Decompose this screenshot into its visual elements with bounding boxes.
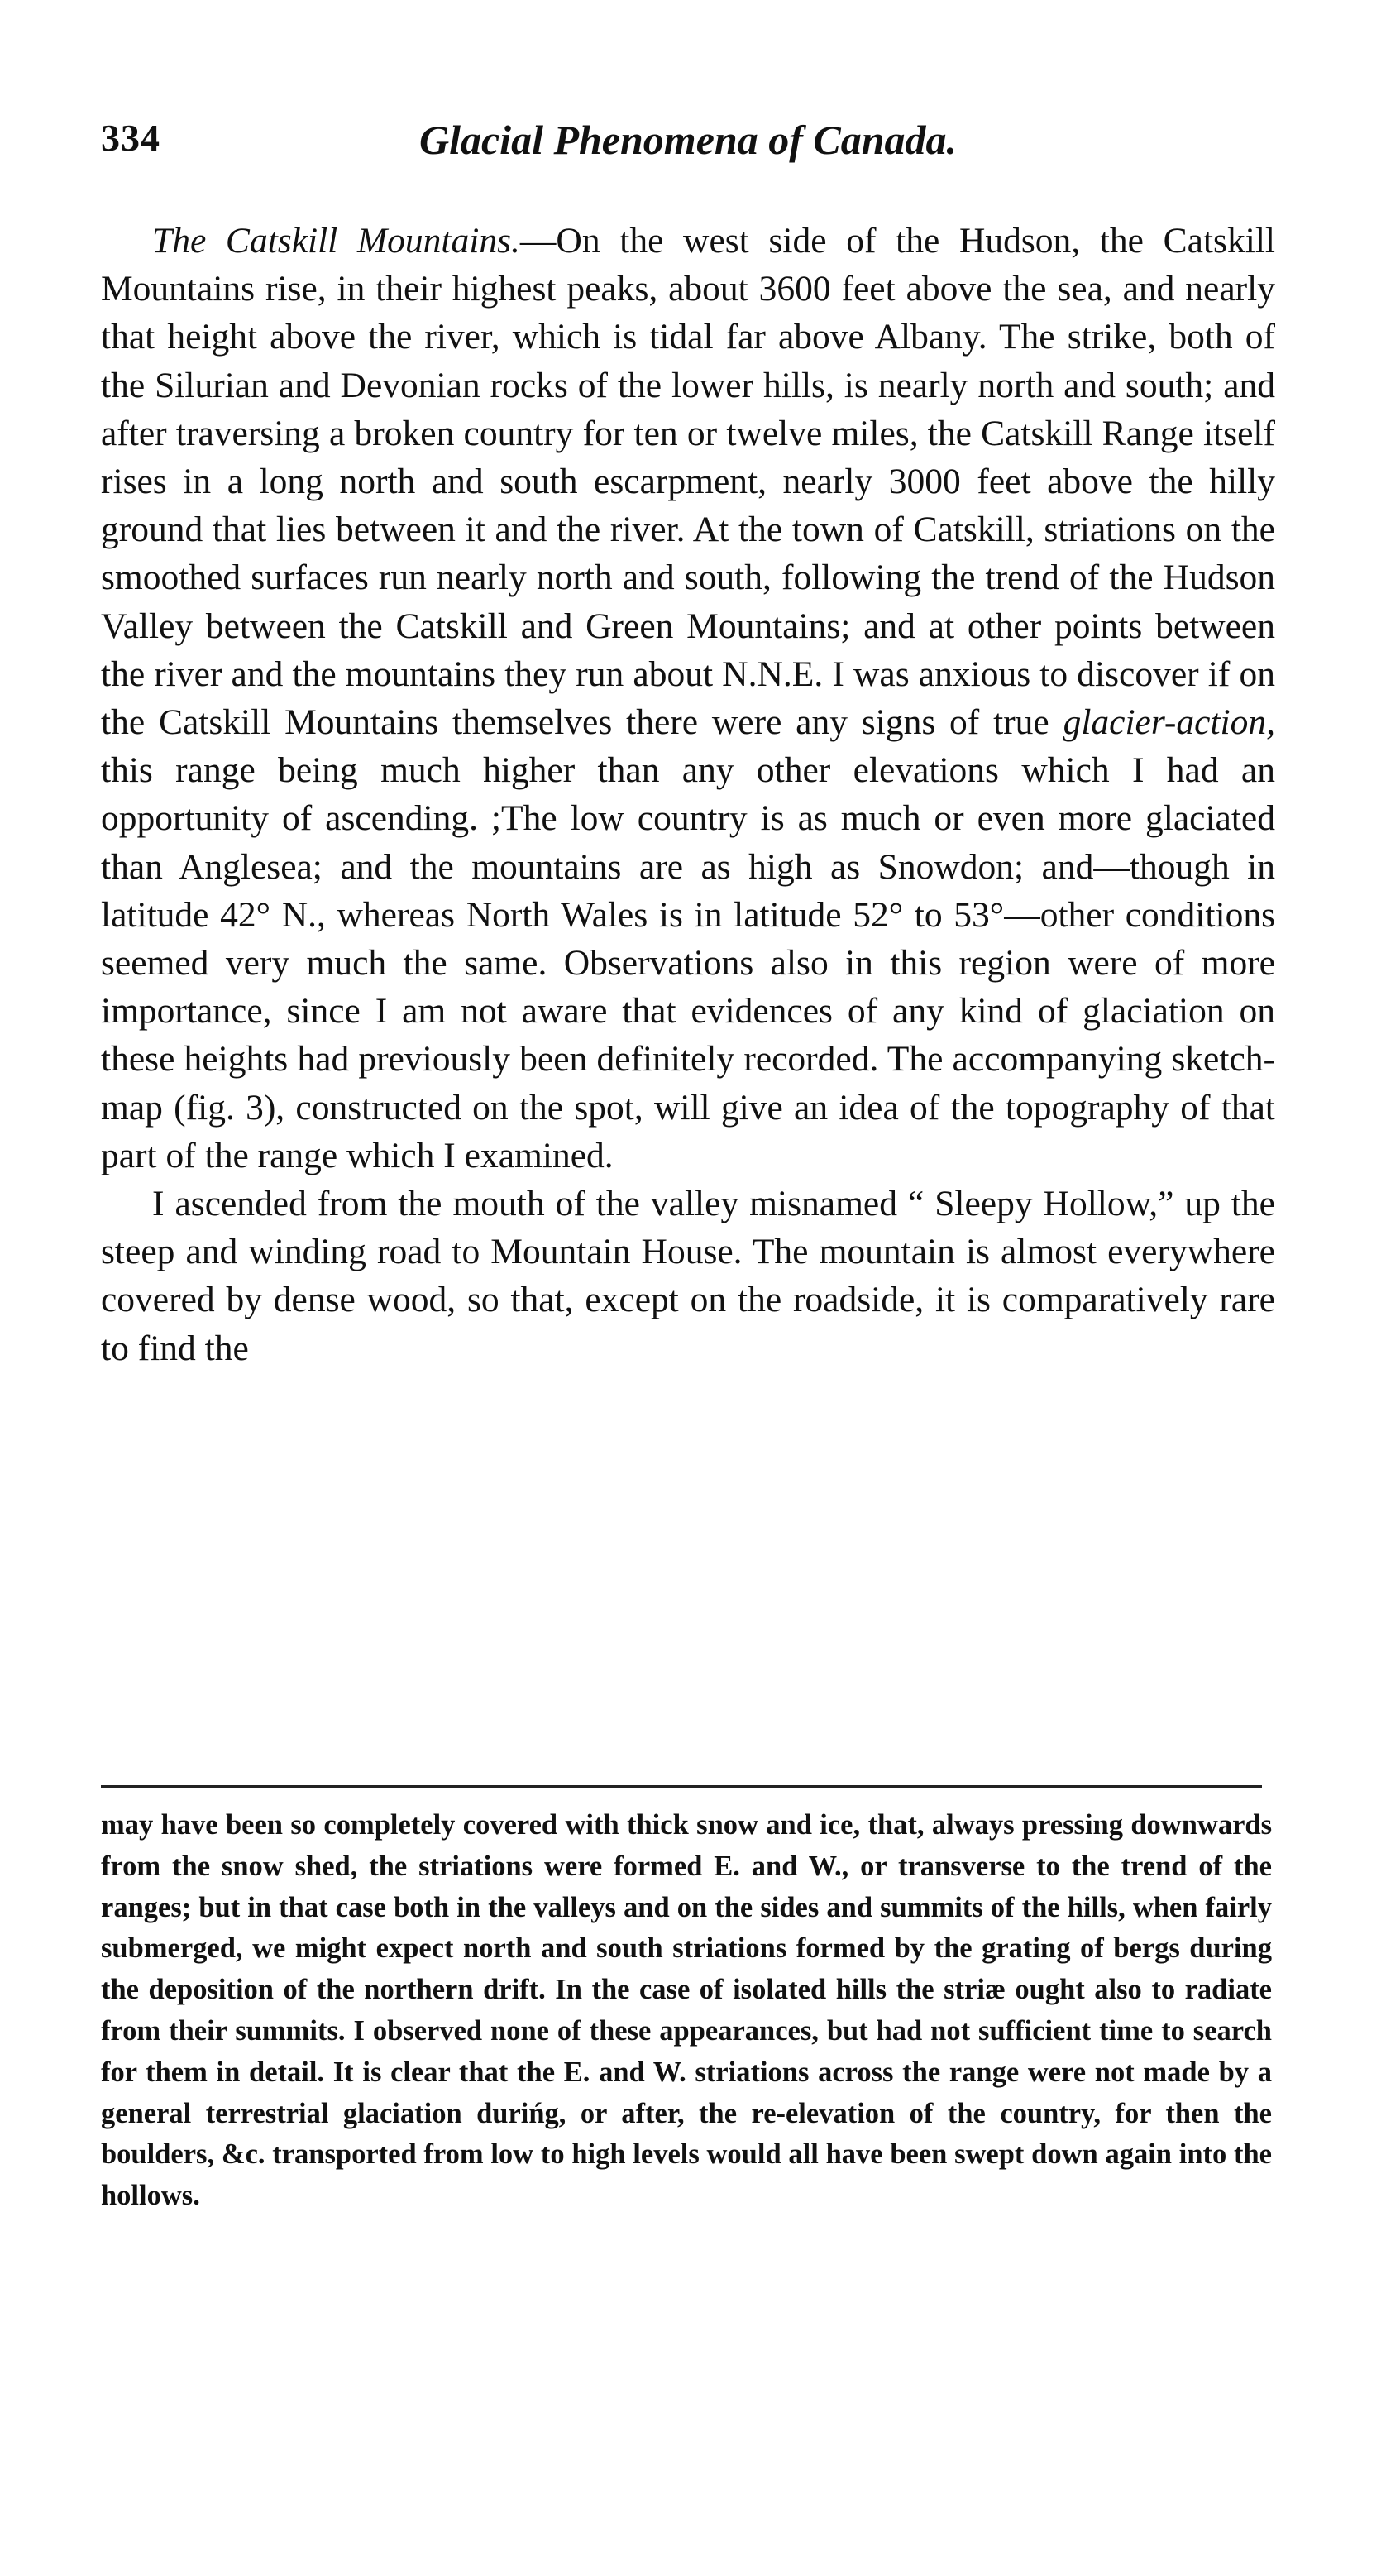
footnote-text: may have been so completely covered with thick snow and ice, that, always pressing downwards from the snow shed, the striations were formed E. and W., or transverse to the trend of the ranges; but in that case both in the valleys and on the sides and summits of the hills, when fairly submerged, we might expect north and south striations formed by the grating of bergs during the deposition of the northern drift. In the case of isolated hills the striæ ought also to radiate from their summits. I observed none of these appearances, but had not sufficient time to search for them in detail. It is clear that the E. and W. striations across the range were not made by a general terrestrial glaciation durińg, or after, the re-elevation of the country, for then the boulders, &c. transported from low to high levels would all have been swept down again into the hollows. <box>101 1809 1272 2212</box>
paragraph-ascent: I ascended from the mouth of the valley misnamed “ Sleepy Hollow,” up the steep and winding road to Mountain House. The mountain is almost everywhere covered by dense wood, so that, except on the roadside, it is comparatively rare to find the <box>101 1184 1275 1368</box>
running-title: Glacial Phenomena of Canada. <box>418 117 958 163</box>
main-text <box>101 217 1275 1372</box>
footnote-divider <box>101 1785 1262 1788</box>
paragraph-catskill-mountains <box>101 217 1275 1180</box>
page-number: 334 <box>101 117 160 159</box>
page-header <box>101 116 1275 174</box>
emphasized-term: glacier-action, <box>1063 702 1275 743</box>
section-run-in-heading: The Catskill Mountains. <box>152 221 520 261</box>
paragraph-text: this range being much higher than any other elevations which I had an opportunity of ascending. ;The low country is as much or even more glaciated than Anglesea; and the mountains are as high as Snowdon; and—though in latitude 42° N., whereas North Wales is in latitude 52° to 53°—other conditions seemed very much the same. Observations also in this region were of more importance, since I am not aware that evidences of any kind of glaciation on these heights had previously been definitely recorded. The accompanying sketch-map (fig. 3), constructed on the spot, will give an idea of the topography of that part of the range which I examined. <box>101 750 1275 1175</box>
footnote <box>101 1805 1272 2217</box>
paragraph-text: —On the west side of the Hudson, the Catskill Mountains rise, in their highest peaks, about 3600 feet above the sea, and nearly that height above the river, which is tidal far above Albany. The strike, both of the Silurian and Devonian rocks of the lower hills, is nearly north and south; and after traversing a broken country for ten or twelve miles, the Catskill Range itself rises in a long north and south escarpment, nearly 3000 feet above the hilly ground that lies between it and the river. At the town of Catskill, striations on the smoothed surfaces run nearly north and south, following the trend of the Hudson Valley between the Catskill and Green Mountains; and at other points between the river and the mountains they run about N.N.E. I was anxious to discover if on the Catskill Mountains themselves there were any signs of true <box>101 221 1275 743</box>
